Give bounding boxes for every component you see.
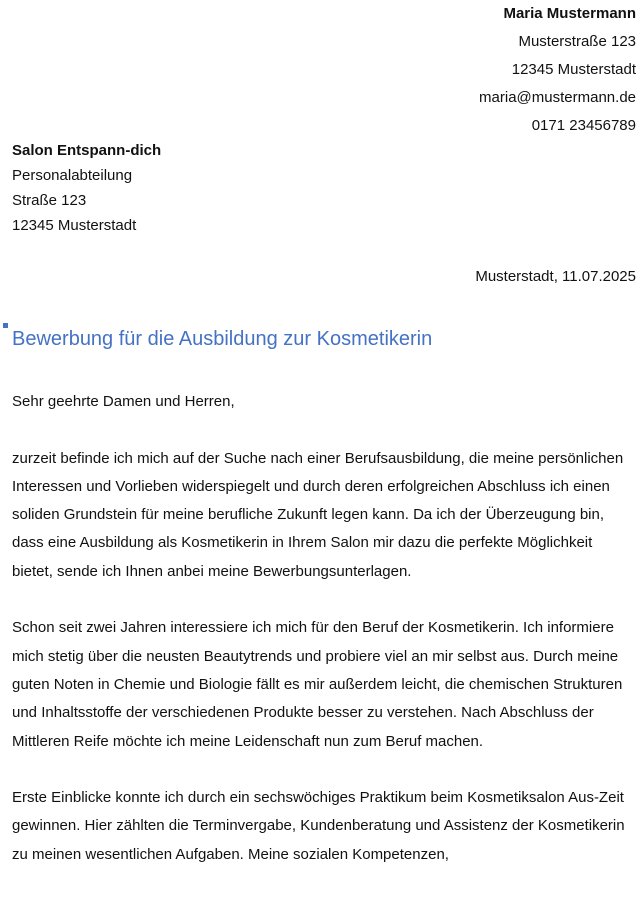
recipient-department: Personalabteilung: [12, 167, 133, 184]
sender-street: Musterstraße 123: [518, 33, 636, 50]
recipient-street: Straße 123: [12, 192, 87, 209]
recipient-address-block: [12, 138, 161, 238]
body-paragraph-3: Erste Einblicke konnte ich durch ein sechswöchiges Praktikum beim Kosmetiksalon Aus-Zeit gewinnen. Hier zählten die Terminvergabe, Kundenberatung und Assistenz der Kosmetikerin zu meinen wesentlichen Aufgaben. Meine sozialen Kompetenzen,: [12, 789, 625, 863]
letter-body: [12, 388, 627, 897]
sender-email: maria@mustermann.de: [479, 89, 636, 106]
sender-city: 12345 Musterstadt: [511, 61, 636, 78]
recipient-city: 12345 Musterstadt: [12, 217, 137, 234]
subject-marker: [3, 323, 8, 328]
sender-name: Maria Mustermann: [503, 5, 636, 22]
salutation: Sehr geehrte Damen und Herren,: [12, 393, 235, 410]
sender-phone: 0171 23456789: [531, 117, 636, 134]
recipient-company: Salon Entspann-dich: [12, 142, 162, 159]
body-paragraph-1: zurzeit befinde ich mich auf der Suche nach einer Berufsausbildung, die meine persönlichen Interessen und Vorlieben widerspiegelt und durch deren erfolgreichen Abschluss ich einen soliden Grundstein für meine berufliche Zukunft legen kann. Da ich der Überzeugung bin, dass eine Ausbildung als Kosmetikerin in Ihrem Salon mir dazu die perfekte Möglichkeit bietet, sende ich Ihnen anbei meine Bewerbungsunterlagen.: [12, 449, 624, 580]
letter-date: Musterstadt, 11.07.2025: [475, 268, 636, 285]
sender-address-block: [479, 0, 636, 140]
letter-subject: Bewerbung für die Ausbildung zur Kosmetikerin: [12, 328, 433, 350]
body-paragraph-2: Schon seit zwei Jahren interessiere ich mich für den Beruf der Kosmetikerin. Ich informiere mich stetig über die neusten Beautytrends und probiere viel an mir selbst aus. Durch meine guten Noten in Chemie und Biologie fällt es mir außerdem leicht, die chemischen Strukturen und Inhaltsstoffe der verschiedenen Produkte besser zu verstehen. Nach Abschluss der Mittleren Reife möchte ich meine Leidenschaft nun zum Beruf machen.: [12, 619, 623, 750]
